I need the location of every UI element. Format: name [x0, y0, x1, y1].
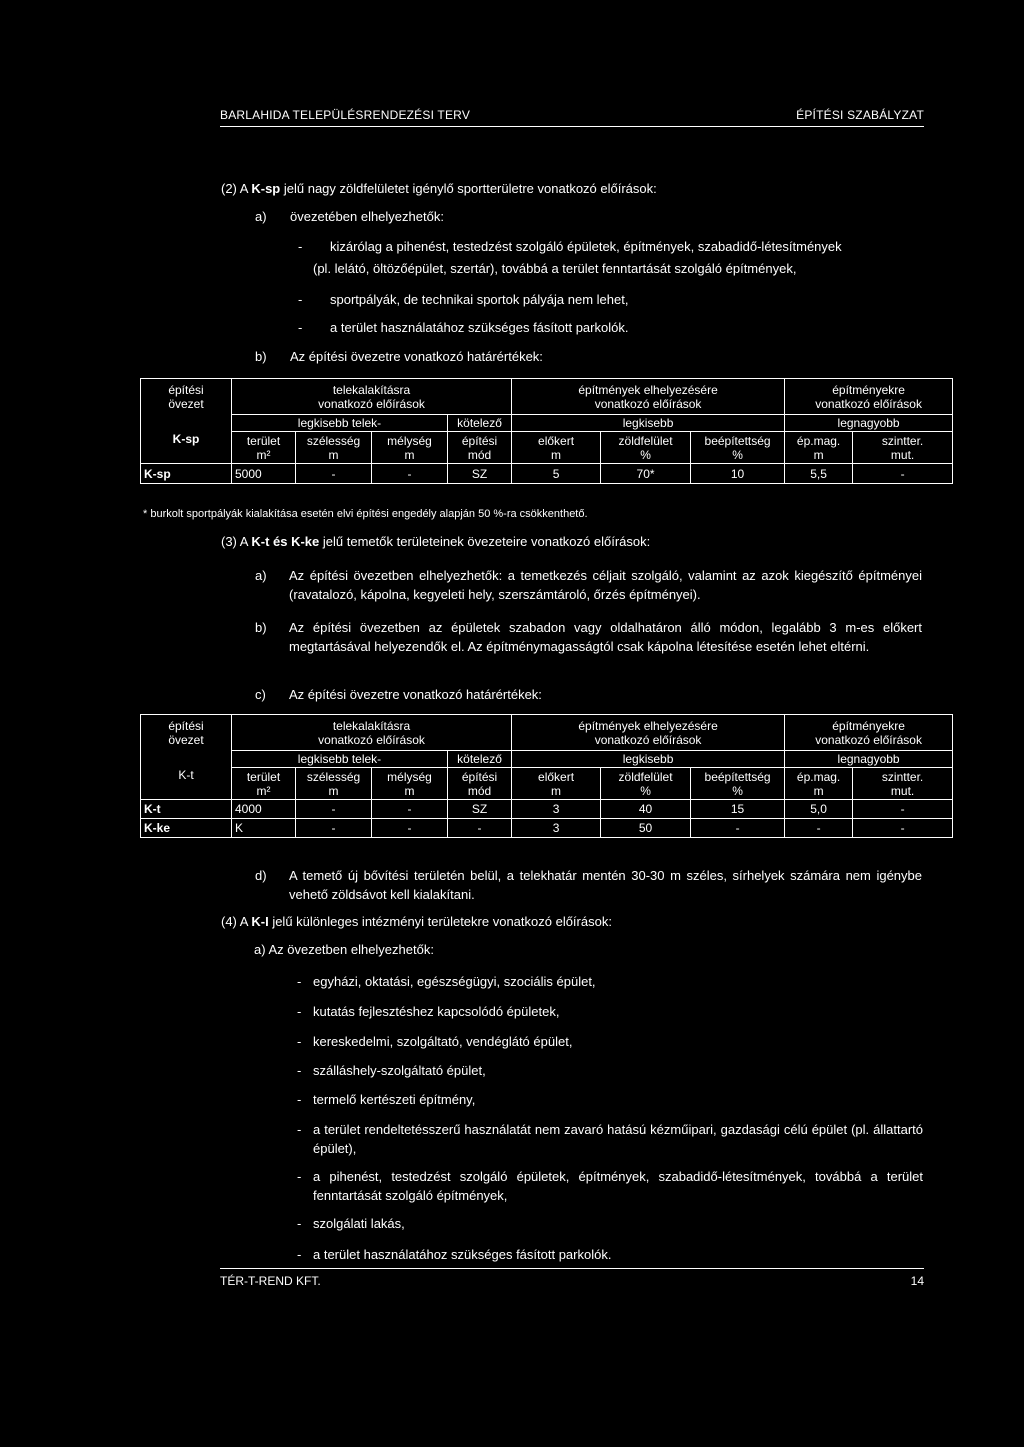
- section-3-d-text: A temető új bővítési területén belül, a telekhatár mentén 30-30 m széles, sírhelyek számára nem igénybe vehető zöldsávot kell kialakítani.: [289, 868, 922, 902]
- column-header: zöldfelület %: [601, 432, 691, 464]
- table-cell: 5,5: [785, 464, 853, 484]
- header-section: ÉPÍTÉSI SZABÁLYZAT: [796, 108, 924, 122]
- section-3-code: K-t és K-ke: [251, 534, 320, 549]
- list-dash: -: [298, 239, 303, 254]
- section-4-lead-a: (4) A: [221, 914, 252, 929]
- subheader-min: legkisebb: [512, 751, 785, 768]
- section-2-code: K-sp: [251, 181, 281, 196]
- list-item: a pihenést, testedzést szolgáló épületek, építmények, szabadidő-létesítmények, továbbá a terület fenntartását szolgáló építmények,: [313, 1169, 923, 1203]
- subheader-max: legnagyobb: [785, 415, 953, 432]
- group-header-placement: építmények elhelyezésére vonatkozó előírások: [512, 715, 785, 751]
- list-item: szolgálati lakás,: [313, 1216, 405, 1231]
- table-cell: 40: [601, 800, 691, 819]
- group-header-plot: telekalakításra vonatkozó előírások: [232, 379, 512, 415]
- table-cell: -: [853, 819, 953, 838]
- list-dash: -: [297, 1063, 302, 1078]
- column-header: építési mód: [448, 432, 512, 464]
- table-cell: 3: [512, 800, 601, 819]
- column-header: terület m²: [232, 432, 296, 464]
- subheader-min-plot: legkisebb telek-: [232, 751, 448, 768]
- table-cell: -: [853, 464, 953, 484]
- subheader-mandatory: kötelező: [448, 415, 512, 432]
- page-number: 14: [910, 1274, 924, 1288]
- group-header-placement: építmények elhelyezésére vonatkozó előírások: [512, 379, 785, 415]
- column-header: szintter. mut.: [853, 768, 953, 800]
- section-3-lead-b: jelű temetők területeinek övezeteire vonatkozó előírások:: [319, 534, 651, 549]
- table-cell: 5,0: [785, 800, 853, 819]
- table-cell: 70*: [601, 464, 691, 484]
- page-header: [220, 106, 924, 127]
- list-item: kutatás fejlesztéshez kapcsolódó épületek,: [313, 1004, 560, 1019]
- zone-code-cell: K-t: [141, 751, 232, 800]
- regulation-table-kt: [140, 714, 953, 838]
- column-header: szélesség m: [296, 768, 372, 800]
- section-2-lead: [221, 179, 657, 198]
- column-header: ép.mag. m: [785, 432, 853, 464]
- table-cell: -: [448, 819, 512, 838]
- column-header: építési mód: [448, 768, 512, 800]
- table-row: [141, 800, 953, 819]
- section-3-b-text: Az építési övezetben az épületek szabadon vagy oldalhatáron álló módon, legalább 3 m-es előkert megtartásával helyezendők el. Az építménymagasságtól csak kápolna létesítése esetén lehet eltérni.: [289, 620, 922, 654]
- section-2-b-label: b): [255, 349, 267, 364]
- header-title: BARLAHIDA TELEPÜLÉSRENDEZÉSI TERV: [220, 108, 471, 122]
- list-dash: -: [297, 974, 302, 989]
- table-footnote: * burkolt sportpályák kialakítása esetén elvi építési engedély alapján 50 %-ra csökkenthető.: [143, 508, 588, 520]
- section-3-lead-a: (3) A: [221, 534, 252, 549]
- column-header: előkert m: [512, 768, 601, 800]
- table-cell: -: [296, 464, 372, 484]
- column-header: mélység m: [372, 432, 448, 464]
- table-cell: 50: [601, 819, 691, 838]
- column-header: beépítettség %: [691, 768, 785, 800]
- section-4-lead: [221, 912, 612, 931]
- table-cell: -: [785, 819, 853, 838]
- table-cell: 3: [512, 819, 601, 838]
- list-item: a terület használatához szükséges fásított parkolók.: [330, 320, 629, 335]
- table-cell: -: [296, 800, 372, 819]
- list-dash: -: [297, 1092, 302, 1107]
- table-cell: 5000: [232, 464, 296, 484]
- table-cell: K-ke: [141, 819, 232, 838]
- table-cell: K-sp: [141, 464, 232, 484]
- section-3-c-label: c): [255, 687, 266, 702]
- zone-code-cell: K-sp: [141, 415, 232, 464]
- table-cell: 10: [691, 464, 785, 484]
- section-2-a-text: övezetében elhelyezhetők:: [290, 209, 444, 224]
- column-header: szintter. mut.: [853, 432, 953, 464]
- zone-header: építési övezet: [141, 715, 232, 751]
- list-dash: -: [297, 1216, 302, 1231]
- column-header: előkert m: [512, 432, 601, 464]
- section-2-a-label: a): [255, 209, 267, 224]
- list-item: termelő kertészeti építmény,: [313, 1092, 476, 1107]
- table-cell: 4000: [232, 800, 296, 819]
- table-cell: SZ: [448, 800, 512, 819]
- section-4-lead-b: jelű különleges intézményi területekre vonatkozó előírások:: [268, 914, 612, 929]
- table-row: [141, 464, 953, 484]
- section-3-a-text: Az építési övezetben elhelyezhetők: a temetkezés céljait szolgáló, valamint az azok kiegészítő építményei (ravatalozó, kápolna, kegyeleti hely, szerszámtároló, őrzés építményei).: [289, 568, 922, 602]
- column-header: zöldfelület %: [601, 768, 691, 800]
- list-item: kereskedelmi, szolgáltató, vendéglátó épület,: [313, 1034, 573, 1049]
- list-item: egyházi, oktatási, egészségügyi, szociális épület,: [313, 974, 596, 989]
- list-item: sportpályák, de technikai sportok pályája nem lehet,: [330, 292, 629, 307]
- list-item: szálláshely-szolgáltató épület,: [313, 1063, 486, 1078]
- table-cell: SZ: [448, 464, 512, 484]
- table-cell: -: [853, 800, 953, 819]
- table-cell: -: [372, 819, 448, 838]
- subheader-mandatory: kötelező: [448, 751, 512, 768]
- table-cell: 15: [691, 800, 785, 819]
- section-2-lead-a: (2) A: [221, 181, 252, 196]
- section-2-lead-b: jelű nagy zöldfelületet igénylő sportterületre vonatkozó előírások:: [280, 181, 657, 196]
- section-4-a-text: a) Az övezetben elhelyezhetők:: [254, 942, 434, 957]
- table-cell: -: [296, 819, 372, 838]
- group-header-building: építményekre vonatkozó előírások: [785, 715, 953, 751]
- subheader-min: legkisebb: [512, 415, 785, 432]
- group-header-building: építményekre vonatkozó előírások: [785, 379, 953, 415]
- list-dash: -: [297, 1122, 302, 1137]
- column-header: beépítettség %: [691, 432, 785, 464]
- column-header: mélység m: [372, 768, 448, 800]
- list-item: (pl. lelátó, öltözőépület, szertár), továbbá a terület fenntartását szolgáló építmények,: [313, 261, 797, 276]
- table-cell: 5: [512, 464, 601, 484]
- list-item: a terület használatához szükséges fásított parkolók.: [313, 1247, 612, 1262]
- group-header-plot: telekalakításra vonatkozó előírások: [232, 715, 512, 751]
- list-item: kizárólag a pihenést, testedzést szolgáló épületek, építmények, szabadidő-létesítmények: [330, 239, 842, 254]
- table-cell: K-t: [141, 800, 232, 819]
- section-3-a-label: a): [255, 568, 267, 583]
- section-3-d-label: d): [255, 868, 267, 883]
- section-2-b-text: Az építési övezetre vonatkozó határértékek:: [290, 349, 543, 364]
- table-cell: -: [372, 464, 448, 484]
- table-cell: -: [372, 800, 448, 819]
- list-dash: -: [298, 292, 303, 307]
- table-row: [141, 819, 953, 838]
- page-footer: [220, 1268, 924, 1293]
- table-cell: -: [691, 819, 785, 838]
- list-dash: -: [297, 1247, 302, 1262]
- section-3-lead: [221, 532, 650, 551]
- section-4-code: K-I: [251, 914, 269, 929]
- regulation-table-ksp: [140, 378, 953, 484]
- list-item: a terület rendeltetésszerű használatát nem zavaró hatású kézműipari, gazdasági célú épület (pl. állattartó épület),: [313, 1122, 923, 1156]
- table-cell: K: [232, 819, 296, 838]
- footer-company: TÉR-T-REND KFT.: [220, 1274, 321, 1288]
- column-header: szélesség m: [296, 432, 372, 464]
- section-3-b-label: b): [255, 620, 267, 635]
- subheader-max: legnagyobb: [785, 751, 953, 768]
- list-dash: -: [297, 1169, 302, 1184]
- list-dash: -: [298, 320, 303, 335]
- column-header: ép.mag. m: [785, 768, 853, 800]
- subheader-min-plot: legkisebb telek-: [232, 415, 448, 432]
- list-dash: -: [297, 1004, 302, 1019]
- list-dash: -: [297, 1034, 302, 1049]
- section-3-c-text: Az építési övezetre vonatkozó határértékek:: [289, 687, 542, 702]
- column-header: terület m²: [232, 768, 296, 800]
- zone-header: építési övezet: [141, 379, 232, 415]
